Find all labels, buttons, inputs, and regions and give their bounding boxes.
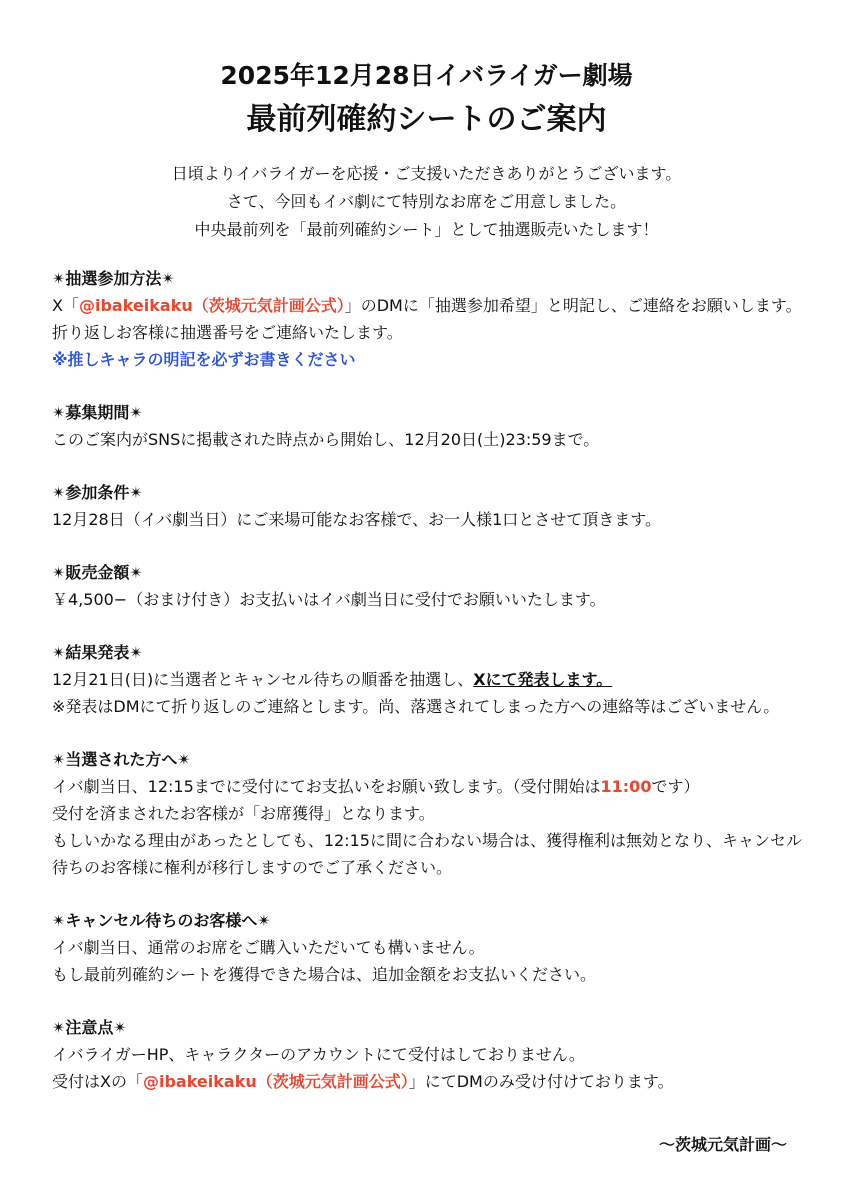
entry-prefix: X「	[52, 296, 79, 315]
signature: 〜茨城元気計画〜	[658, 1135, 787, 1154]
intro-line: 日頃よりイバライガーを応援・ご支援いただきありがとうございます。	[171, 164, 682, 183]
section-heading: ✴募集期間✴	[52, 403, 143, 422]
section-price	[52, 559, 812, 613]
section-text	[52, 292, 812, 346]
page-title-line2: 最前列確約シートのご案内	[246, 102, 607, 137]
section-text: イバライガーHP、キャラクターのアカウントにて受付はしておりません。	[52, 1045, 585, 1064]
section-text: もしいかなる理由があったとしても、12:15に間に合わない場合は、獲得権利は無効となり、キャンセル待ちのお客様に権利が移行しますのでご了承ください。	[52, 831, 802, 877]
section-caution	[52, 1014, 812, 1095]
section-text	[52, 773, 812, 800]
section-text	[52, 666, 812, 693]
section-text	[52, 1068, 812, 1095]
intro-line: 中央最前列を「最前列確約シート」として抽選販売いたします！	[194, 220, 659, 239]
section-text: もし最前列確約シートを獲得できた場合は、追加金額をお支払いください。	[52, 965, 597, 984]
result-prefix: 12月21日(日)に当選者とキャンセル待ちの順番を抽選し、	[52, 670, 474, 689]
section-text: 受付を済まされたお客様が「お席獲得」となります。	[52, 804, 435, 823]
intro-line: さて、今回もイバ劇にて特別なお席をご用意しました。	[226, 192, 627, 211]
entry-note: ※推しキャラの明記を必ずお書きください	[52, 350, 356, 369]
section-heading: ✴結果発表✴	[52, 643, 143, 662]
caution-prefix: 受付はXの「	[52, 1072, 143, 1091]
reception-start-time: 11:00	[600, 777, 652, 796]
section-result	[52, 639, 812, 720]
section-text: 12月28日（イバ劇当日）にご来場可能なお客様で、お一人様1口とさせて頂きます。	[52, 510, 661, 529]
section-period	[52, 399, 812, 453]
account-link[interactable]: @ibakeikaku（茨城元気計画公式）	[78, 296, 345, 315]
announcement-body	[52, 265, 812, 1121]
section-waitlist	[52, 907, 812, 988]
entry-suffix: 」のDMに「抽選参加希望」と明記し、ご連絡をお願いします。折り返しお客様に抽選番号をご連絡いたします。	[52, 296, 802, 342]
section-heading: ✴注意点✴	[52, 1018, 127, 1037]
section-heading: ✴参加条件✴	[52, 483, 143, 502]
section-heading: ✴当選された方へ✴	[52, 750, 191, 769]
result-note: ※発表はDMにて折り返しのご連絡とします。尚、落選されてしまった方への連絡等はございません。	[52, 697, 780, 716]
winners-line1-prefix: イバ劇当日、12:15までに受付にてお支払いをお願い致します。（受付開始は	[52, 777, 601, 796]
account-link[interactable]: @ibakeikaku（茨城元気計画公式）	[142, 1072, 409, 1091]
section-text: イバ劇当日、通常のお席をご購入いただいても構いません。	[52, 938, 485, 957]
section-winners	[52, 746, 812, 881]
result-emphasis: Xにて発表します。	[473, 670, 613, 689]
section-entry	[52, 265, 812, 373]
section-text: このご案内がSNSに掲載された時点から開始し、12月20日(土)23:59まで。	[52, 430, 600, 449]
section-heading: ✴キャンセル待ちのお客様へ✴	[52, 911, 271, 930]
page-title-line1: 2025年12月28日イバライガー劇場	[220, 61, 633, 90]
section-heading: ✴販売金額✴	[52, 563, 143, 582]
caution-suffix: 」にてDMのみ受け付けております。	[408, 1072, 674, 1091]
intro-paragraph	[0, 160, 853, 244]
section-condition	[52, 479, 812, 533]
winners-line1-suffix: です）	[651, 777, 700, 796]
section-heading: ✴抽選参加方法✴	[52, 269, 175, 288]
section-text: ￥4,500−（おまけ付き）お支払いはイバ劇当日に受付でお願いいたします。	[52, 590, 606, 609]
